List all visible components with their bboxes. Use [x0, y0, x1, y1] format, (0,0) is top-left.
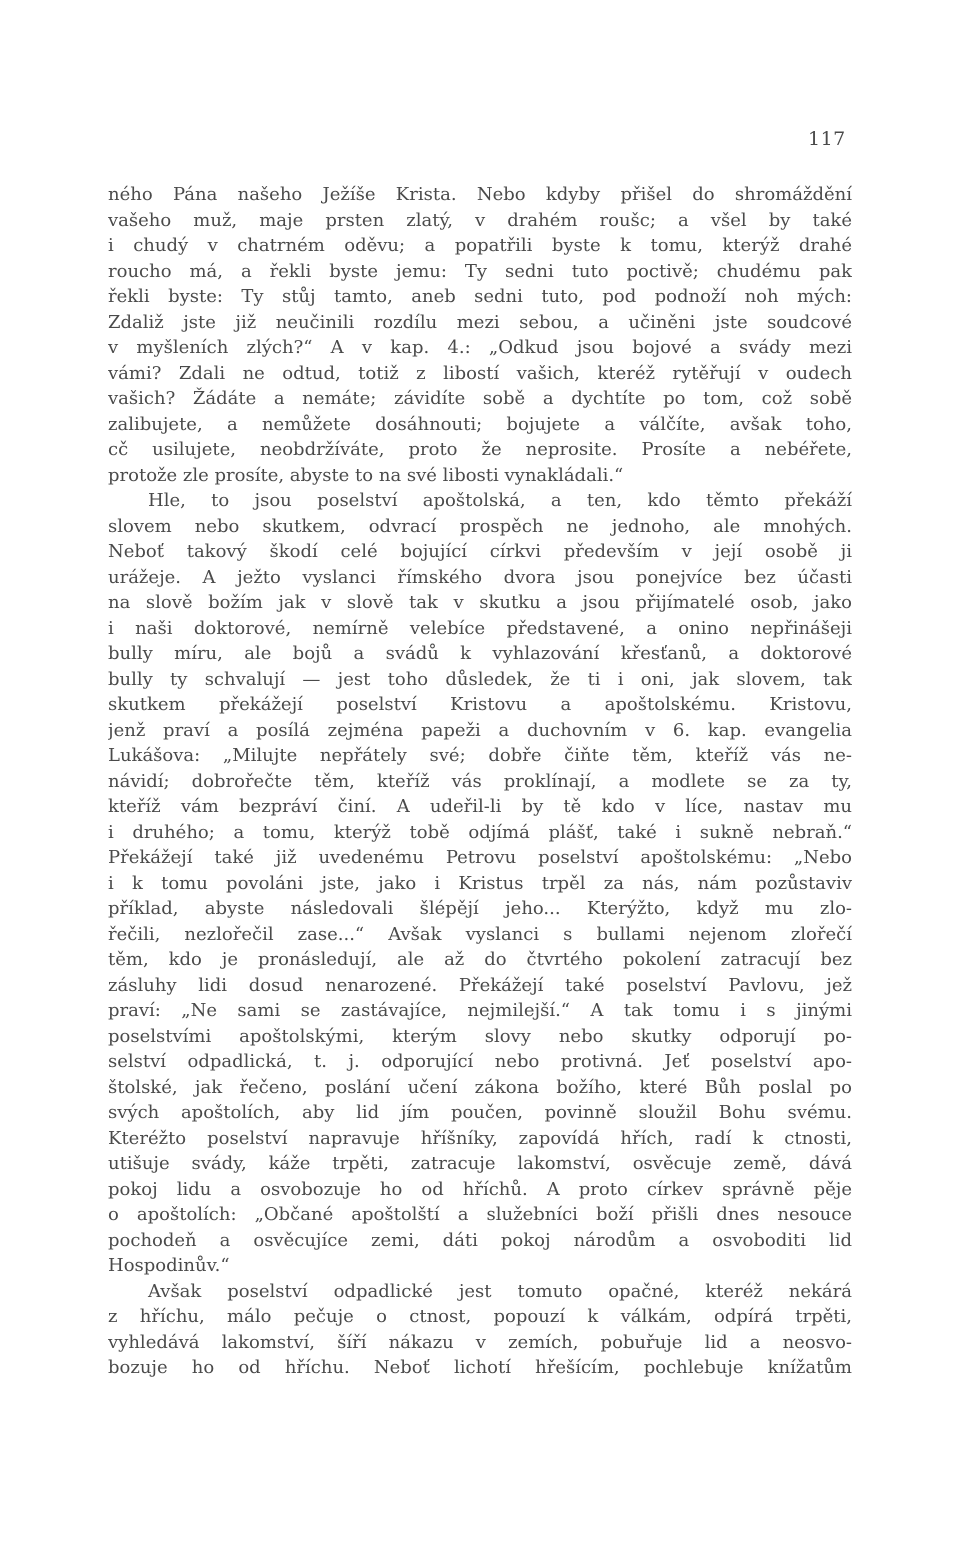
- text-line: pochodeň a osvěcujíce zemi, dáti pokoj národům a osvoboditi lid: [108, 1229, 852, 1251]
- text-line: příklad, abyste následovali šlépějí jeho... Kterýžto, když mu zlo-: [108, 898, 852, 919]
- page-number: 117: [808, 128, 846, 150]
- text-line: v myšleních zlých?“ A v kap. 4.: „Odkud jsou bojové a svády mezi: [108, 337, 852, 358]
- text-line: Hle, to jsou poselství apoštolská, a ten, kdo těmto překáží: [148, 490, 852, 511]
- text-line: Kteréžto poselství napravuje hříšníky, zapovídá hřích, radí k ctnosti,: [108, 1127, 852, 1149]
- text-line: protože zle prosíte, abyste to na své libosti vynakládali.“: [108, 464, 624, 486]
- text-line: bully ty schvalují — jest toho důsledek, že ti i oni, jak slovem, tak: [108, 668, 852, 690]
- text-line: i k tomu povoláni jste, jako i Kristus trpěl za nás, nám pozůstaviv: [108, 872, 852, 894]
- text-line: roucho má, a řekli byste jemu: Ty sedni tuto poctivě; chudému pak: [108, 260, 852, 282]
- text-line: bully míru, ale bojů a svádů k vyhlazování křesťanů, a doktorové: [108, 643, 852, 664]
- text-line: svých apoštolích, aby lid jím poučen, povinně sloužil Bohu svému.: [108, 1102, 852, 1123]
- text-line: ného Pána našeho Ježíše Krista. Nebo kdyby přišel do shromáždění: [108, 184, 852, 205]
- text-line: pokoj lidu a osvobozuje ho od hříchů. A proto církev správně pěje: [108, 1178, 852, 1200]
- text-line: i chudý v chatrném oděvu; a popatřili byste k tomu, kterýž drahé: [108, 235, 852, 256]
- text-line: bozuje ho od hříchu. Neboť lichotí hřešícím, pochlebuje knížatům: [108, 1357, 852, 1378]
- text-line: utišuje svády, káže trpěti, zatracuje lakomství, osvěcuje země, dává: [108, 1153, 852, 1174]
- text-line: i naši doktorové, nemírně velebíce představené, a onino nepřinášeji: [108, 617, 852, 639]
- text-line: řečili, nezlořečil zase...“ Avšak vyslanci s bullami nejenom zlořečí: [108, 923, 852, 945]
- text-line: kteříž vám bezpráví činí. A udeřil-li by tě kdo v líce, nastav mu: [108, 796, 852, 817]
- text-line: vašeho muž, maje prsten zlatý, v drahém roušc; a všel by také: [108, 209, 852, 231]
- text-line: o apoštolích: „Občané apoštolští a služebníci boží přišli dnes nesouce: [108, 1204, 852, 1225]
- text-line: zásluhy lidi dosud nenarozené. Překážejí také poselství Pavlovu, jež: [108, 974, 852, 996]
- text-line: z hříchu, málo pečuje o ctnost, popouzí k válkám, odpírá trpěti,: [108, 1306, 852, 1327]
- text-line: selství odpadlická, t. j. odporující nebo protivná. Jeť poselství apo-: [108, 1051, 852, 1072]
- text-line: návidí; dobrořečte těm, kteříž vás proklínají, a modlete se za ty,: [108, 770, 852, 792]
- text-line: Lukášova: „Milujte nepřátely své; dobře čiňte těm, kteříž vás ne-: [108, 745, 852, 766]
- text-line: těm, kdo je pronásledují, ale až do čtvrtého pokolení zatracují bez: [108, 949, 852, 970]
- text-line: urážeje. A ježto vyslanci římského dvora jsou ponejvíce bez účasti: [108, 566, 852, 588]
- text-line: cč usilujete, neobdržíváte, proto že neprosite. Prosíte a nebéřete,: [108, 439, 852, 460]
- text-line: slovem nebo skutkem, odvrací prospěch ne jednoho, ale mnohých.: [108, 515, 852, 537]
- text-line: skutkem překážejí poselství Kristovu a apoštolskému. Kristovu,: [108, 694, 852, 715]
- text-line: řekli byste: Ty stůj tamto, aneb sedni tuto, pod podnoží noh mých:: [108, 286, 852, 307]
- text-line: na slově božím jak v slově tak v skutku a jsou přijímatelé osob, jako: [108, 592, 852, 613]
- text-line: jenž praví a posílá zejména papeži a duchovním v 6. kap. evangelia: [108, 719, 852, 741]
- text-line: Avšak poselství odpadlické jest tomuto opačné, kteréž nekárá: [148, 1280, 852, 1302]
- text-line: vašich? Žádáte a nemáte; závidíte sobě a dychtíte po tom, což sobě: [108, 388, 852, 409]
- text-line: Hospodinův.“: [108, 1255, 230, 1276]
- text-line: Zdaliž jste již neučinili rozdílu mezi sebou, a učiněni jste soudcové: [108, 311, 852, 333]
- text-line: poselstvími apoštolskými, kterým slovy nebo skutky odporují po-: [108, 1025, 852, 1047]
- text-line: i druhého; a tomu, kterýž tobě odjímá plášť, také i sukně nebraň.“: [108, 821, 852, 843]
- text-line: Překážejí také již uvedenému Petrovu poselství apoštolskému: „Nebo: [108, 847, 852, 868]
- text-line: zalibujete, a nemůžete dosáhnouti; bojujete a válčíte, avšak toho,: [108, 413, 852, 435]
- text-line: praví: „Ne sami se zastávajíce, nejmilejší.“ A tak tomu i s jinými: [108, 1000, 852, 1021]
- text-line: štolské, jak řečeno, poslání učení zákona božího, které Bůh poslal po: [108, 1076, 852, 1098]
- text-line: Neboť takový škodí celé bojující církvi především v její osobě ji: [108, 541, 852, 562]
- body-text: [108, 182, 852, 1381]
- text-line: vámi? Zdali ne odtud, totiž z libostí vašich, kteréž rytěřují v oudech: [108, 362, 852, 384]
- text-line: vyhledává lakomství, šíří nákazu v zemích, pobuřuje lid a neosvo-: [108, 1331, 852, 1353]
